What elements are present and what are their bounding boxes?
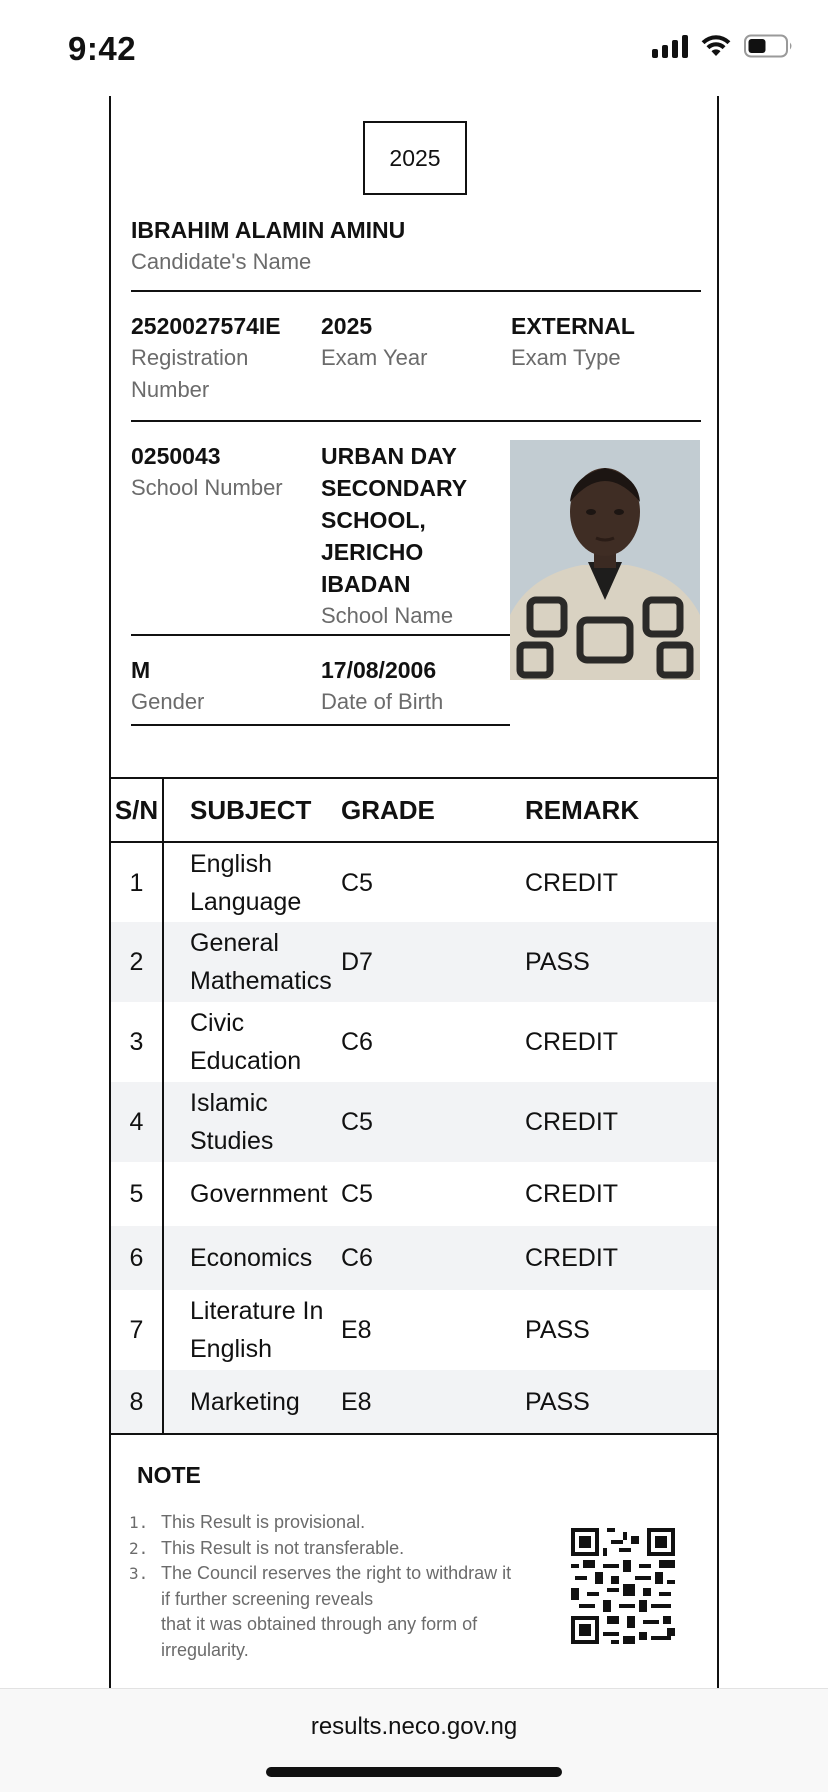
- results-table: [111, 777, 717, 1435]
- row-grade: E8: [341, 1370, 525, 1434]
- note-line: if further screening reveals: [161, 1588, 374, 1609]
- url-text[interactable]: results.neco.gov.ng: [310, 1713, 518, 1740]
- row-sn: 6: [111, 1226, 163, 1290]
- registration-label-line2: Number: [131, 377, 210, 402]
- school-number: 0250043: [131, 443, 221, 469]
- subject-line: Education: [190, 1047, 302, 1075]
- gender-label: Gender: [131, 689, 205, 714]
- row-sn: 3: [111, 1002, 163, 1082]
- gender: M: [131, 657, 151, 683]
- notes-list: [129, 1510, 569, 1663]
- school-name-line: SCHOOL,: [321, 507, 426, 533]
- subject-line: Studies: [190, 1127, 274, 1155]
- school-name-line: JERICHO: [321, 539, 424, 565]
- subject-line: Civic: [190, 1009, 245, 1037]
- exam-year: 2025: [321, 313, 373, 339]
- divider: [131, 634, 510, 636]
- table-row: [111, 922, 717, 1002]
- row-subject: [163, 1082, 341, 1162]
- registration-number: 2520027574IE: [131, 313, 281, 339]
- table-row: [111, 1370, 717, 1434]
- row-remark: PASS: [525, 922, 717, 1002]
- row-remark: PASS: [525, 1316, 590, 1344]
- subject-line: General: [190, 929, 279, 957]
- note-line: irregularity.: [161, 1639, 249, 1660]
- header-grade: GRADE: [341, 778, 525, 842]
- header-sn: S/N: [111, 778, 163, 842]
- table-row: [111, 1162, 717, 1226]
- battery-icon: [744, 34, 794, 58]
- row-subject: [163, 1290, 341, 1370]
- row-subject: [163, 1002, 341, 1082]
- subject-line: English: [190, 1335, 272, 1363]
- row-sn: 2: [111, 922, 163, 1002]
- row-remark: CREDIT: [525, 868, 619, 897]
- subject-line: English: [190, 849, 272, 878]
- qr-code: [571, 1528, 675, 1644]
- school-number-label: School Number: [131, 475, 283, 500]
- note-line: The Council reserves the right to withdraw it: [161, 1563, 512, 1583]
- home-indicator[interactable]: [266, 1767, 562, 1777]
- divider: [131, 724, 510, 726]
- row-grade: C6: [341, 1028, 373, 1056]
- wifi-icon: [700, 34, 732, 58]
- note-number: 2.: [129, 1538, 149, 1558]
- table-row: [111, 842, 717, 922]
- subject-line: Language: [190, 887, 302, 916]
- date-of-birth-label: Date of Birth: [321, 689, 444, 714]
- note-text: This Result is provisional.: [161, 1512, 366, 1532]
- registration-field: [131, 310, 281, 406]
- dob-field: [321, 654, 443, 718]
- row-remark: CREDIT: [525, 1226, 717, 1290]
- row-sn: 1: [111, 842, 163, 922]
- cellular-signal-icon: [652, 34, 688, 58]
- result-sheet: [109, 96, 719, 1688]
- year-box: 2025: [363, 121, 467, 195]
- table-row: [111, 1226, 717, 1290]
- note-item: [129, 1561, 569, 1663]
- note-title: NOTE: [137, 1462, 201, 1488]
- table-row: [111, 1290, 717, 1370]
- exam-type-field: [511, 310, 635, 374]
- subject-line: Mathematics: [190, 967, 332, 995]
- table-header-row: [111, 778, 717, 842]
- row-remark: CREDIT: [525, 1028, 619, 1056]
- divider: [131, 420, 701, 422]
- school-name-label: School Name: [321, 603, 454, 628]
- gender-field: [131, 654, 204, 718]
- row-remark: CREDIT: [525, 1082, 717, 1162]
- row-grade: C5: [341, 1180, 373, 1208]
- school-name-line: URBAN DAY: [321, 443, 457, 469]
- school-name-line: IBADAN: [321, 571, 411, 597]
- subject-line: Islamic: [190, 1089, 268, 1117]
- row-grade: D7: [341, 922, 525, 1002]
- row-sn: 7: [111, 1290, 163, 1370]
- row-grade: C5: [341, 868, 373, 897]
- row-subject: Marketing: [163, 1370, 341, 1434]
- exam-year-label: Exam Year: [321, 345, 428, 370]
- school-number-field: [131, 440, 283, 504]
- header-subject: SUBJECT: [163, 778, 341, 842]
- row-sn: 8: [111, 1370, 163, 1434]
- school-name-field: [321, 440, 467, 632]
- row-sn: 4: [111, 1082, 163, 1162]
- note-text: [161, 1561, 511, 1663]
- exam-type: EXTERNAL: [511, 313, 635, 339]
- note-number: 3.: [129, 1564, 149, 1583]
- status-time: 9:42: [68, 30, 137, 67]
- exam-type-label: Exam Type: [511, 345, 621, 370]
- candidate-section: [131, 214, 405, 278]
- note-text: This Result is not transferable.: [161, 1537, 405, 1558]
- note-number: 1.: [129, 1513, 149, 1532]
- note-item: [129, 1510, 569, 1536]
- status-icons: [652, 34, 794, 58]
- row-grade: C5: [341, 1082, 525, 1162]
- row-subject: [163, 922, 341, 1002]
- candidate-name: IBRAHIM ALAMIN AMINU: [131, 217, 406, 243]
- candidate-photo: [510, 440, 700, 680]
- row-sn: 5: [111, 1162, 163, 1226]
- registration-label-line1: Registration: [131, 345, 249, 370]
- candidate-name-label: Candidate's Name: [131, 249, 312, 274]
- row-grade: E8: [341, 1316, 372, 1344]
- row-subject: [163, 842, 341, 922]
- row-subject: Government: [190, 1180, 328, 1208]
- divider: [131, 290, 701, 292]
- note-item: [129, 1536, 569, 1562]
- school-name-line: SECONDARY: [321, 475, 468, 501]
- address-bar[interactable]: [0, 1688, 828, 1792]
- header-remark: REMARK: [525, 778, 717, 842]
- date-of-birth: 17/08/2006: [321, 657, 437, 683]
- table-row: [111, 1002, 717, 1082]
- note-line: that it was obtained through any form of: [161, 1614, 478, 1634]
- row-remark: PASS: [525, 1370, 717, 1434]
- row-subject: Economics: [163, 1226, 341, 1290]
- status-bar: [0, 0, 828, 96]
- row-grade: C6: [341, 1226, 525, 1290]
- table-row: [111, 1082, 717, 1162]
- subject-line: Literature In: [190, 1297, 324, 1325]
- exam-year-field: [321, 310, 427, 374]
- row-remark: CREDIT: [525, 1180, 619, 1208]
